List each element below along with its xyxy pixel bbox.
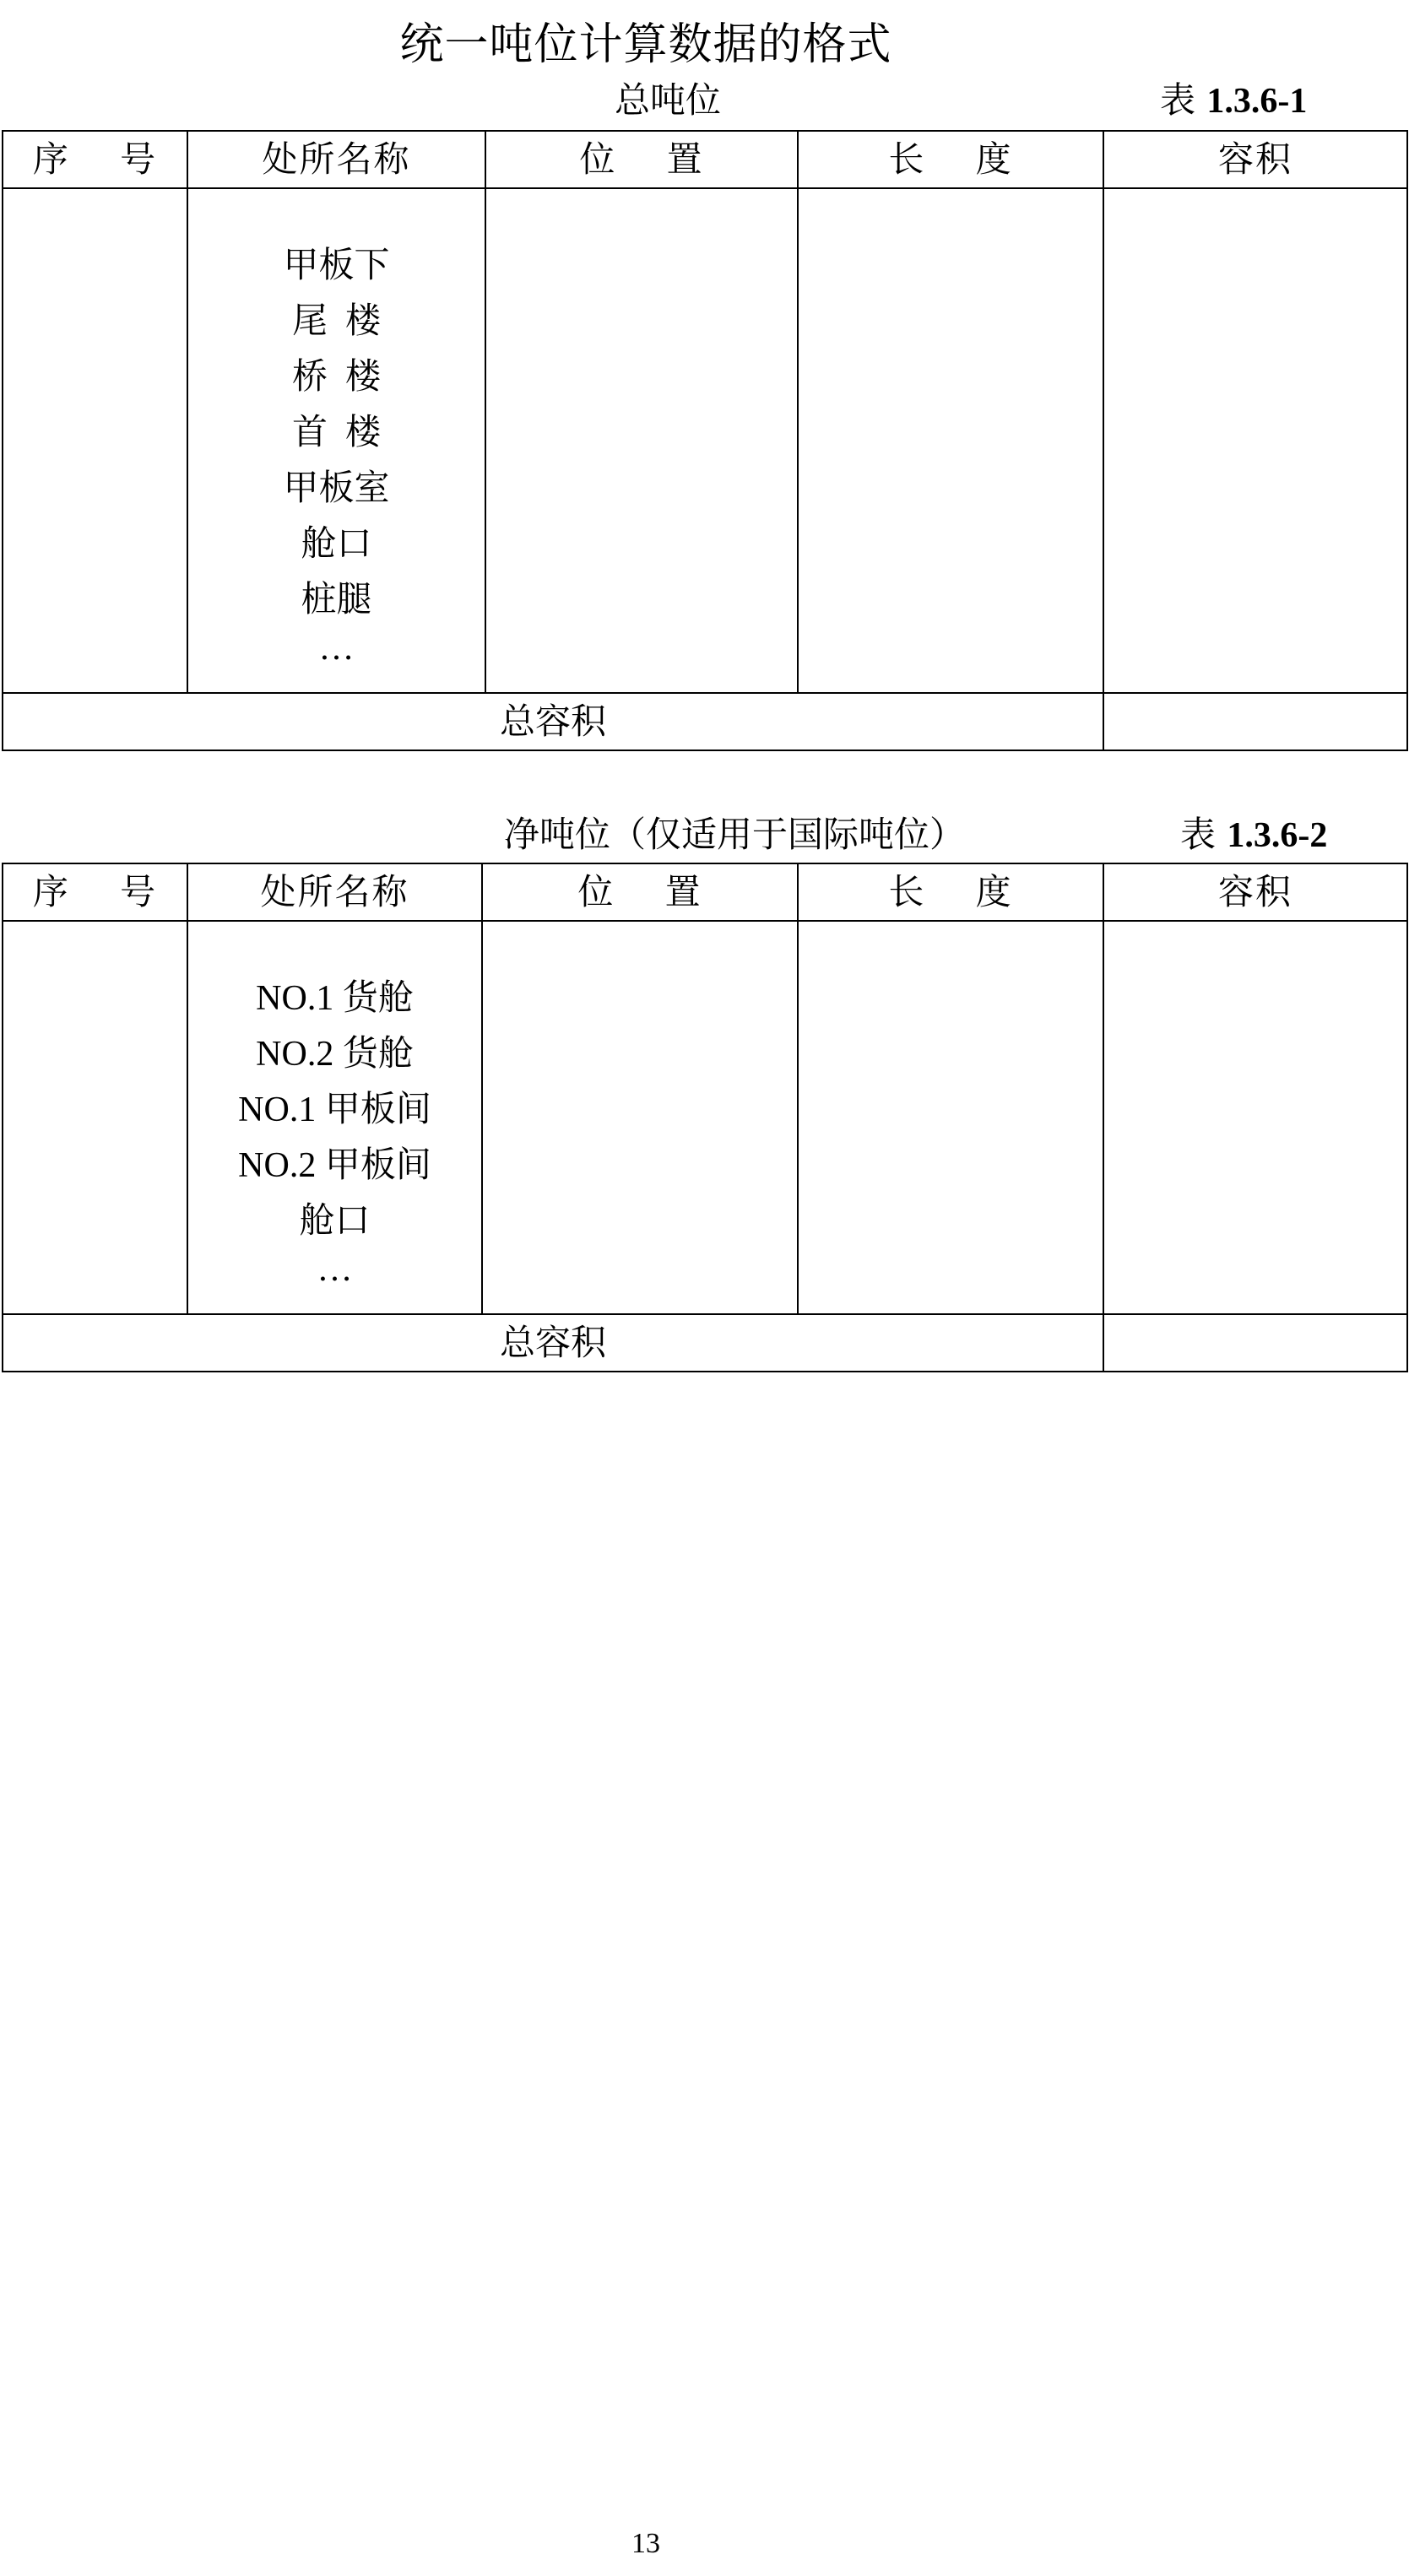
header-serial-no: 序 号 bbox=[3, 131, 187, 188]
list-item: 舱口 bbox=[299, 1202, 371, 1241]
net-tonnage-table bbox=[2, 863, 1408, 1372]
table-2-caption: 净吨位（仅适用于国际吨位） bbox=[504, 814, 966, 855]
list-item: 舱口 bbox=[301, 525, 372, 564]
header-volume: 容积 bbox=[1103, 863, 1407, 921]
table-total-row bbox=[3, 693, 1407, 750]
total-volume-value bbox=[1103, 1314, 1407, 1372]
gross-tonnage-table bbox=[2, 130, 1408, 751]
volume-cell bbox=[1103, 188, 1407, 693]
header-position: 位 置 bbox=[482, 863, 798, 921]
header-length: 长 度 bbox=[798, 863, 1103, 921]
header-serial-no: 序 号 bbox=[3, 863, 187, 921]
page-number: 13 bbox=[631, 2528, 660, 2559]
list-item: … bbox=[317, 1250, 353, 1289]
table-total-row bbox=[3, 1314, 1407, 1372]
space-name-list bbox=[187, 921, 482, 1314]
total-volume-label: 总容积 bbox=[3, 693, 1103, 750]
table-body-row bbox=[3, 921, 1407, 1314]
table-2-number-value: 1.3.6-2 bbox=[1227, 816, 1328, 855]
table-2-caption-row bbox=[0, 809, 1409, 861]
total-volume-label: 总容积 bbox=[3, 1314, 1103, 1372]
table-1-caption: 总吨位 bbox=[615, 79, 722, 121]
table-body-row bbox=[3, 188, 1407, 693]
table-header-row bbox=[3, 863, 1407, 921]
length-cell bbox=[798, 921, 1103, 1314]
page-title: 统一吨位计算数据的格式 bbox=[399, 19, 892, 70]
header-volume: 容积 bbox=[1103, 131, 1407, 188]
header-position: 位 置 bbox=[485, 131, 798, 188]
list-item: 甲板室 bbox=[283, 469, 390, 508]
list-item: 首 楼 bbox=[291, 414, 381, 452]
position-cell bbox=[485, 188, 798, 693]
table-2-number-prefix: 表 bbox=[1180, 814, 1227, 855]
table-2-number bbox=[1180, 809, 1327, 862]
length-cell bbox=[798, 188, 1103, 693]
total-volume-value bbox=[1103, 693, 1407, 750]
table-1-caption-row bbox=[0, 74, 1409, 127]
list-item: NO.2 甲板间 bbox=[238, 1146, 431, 1185]
list-item: NO.1 货舱 bbox=[256, 979, 414, 1018]
header-space-name: 处所名称 bbox=[187, 131, 485, 188]
list-item: … bbox=[318, 629, 355, 668]
table-1-number-prefix: 表 bbox=[1160, 79, 1207, 121]
list-item: 桥 楼 bbox=[291, 358, 381, 397]
list-item: NO.2 货舱 bbox=[256, 1035, 414, 1074]
serial-no-cell bbox=[3, 188, 187, 693]
list-item: 尾 楼 bbox=[291, 302, 381, 341]
table-header-row bbox=[3, 131, 1407, 188]
list-item: 桩腿 bbox=[301, 581, 372, 620]
header-length: 长 度 bbox=[798, 131, 1103, 188]
header-space-name: 处所名称 bbox=[187, 863, 482, 921]
list-item: NO.1 甲板间 bbox=[238, 1090, 431, 1129]
space-name-list bbox=[187, 188, 485, 693]
position-cell bbox=[482, 921, 798, 1314]
table-1-number bbox=[1160, 74, 1307, 127]
volume-cell bbox=[1103, 921, 1407, 1314]
serial-no-cell bbox=[3, 921, 187, 1314]
list-item: 甲板下 bbox=[283, 246, 390, 285]
table-1-number-value: 1.3.6-1 bbox=[1206, 82, 1308, 121]
